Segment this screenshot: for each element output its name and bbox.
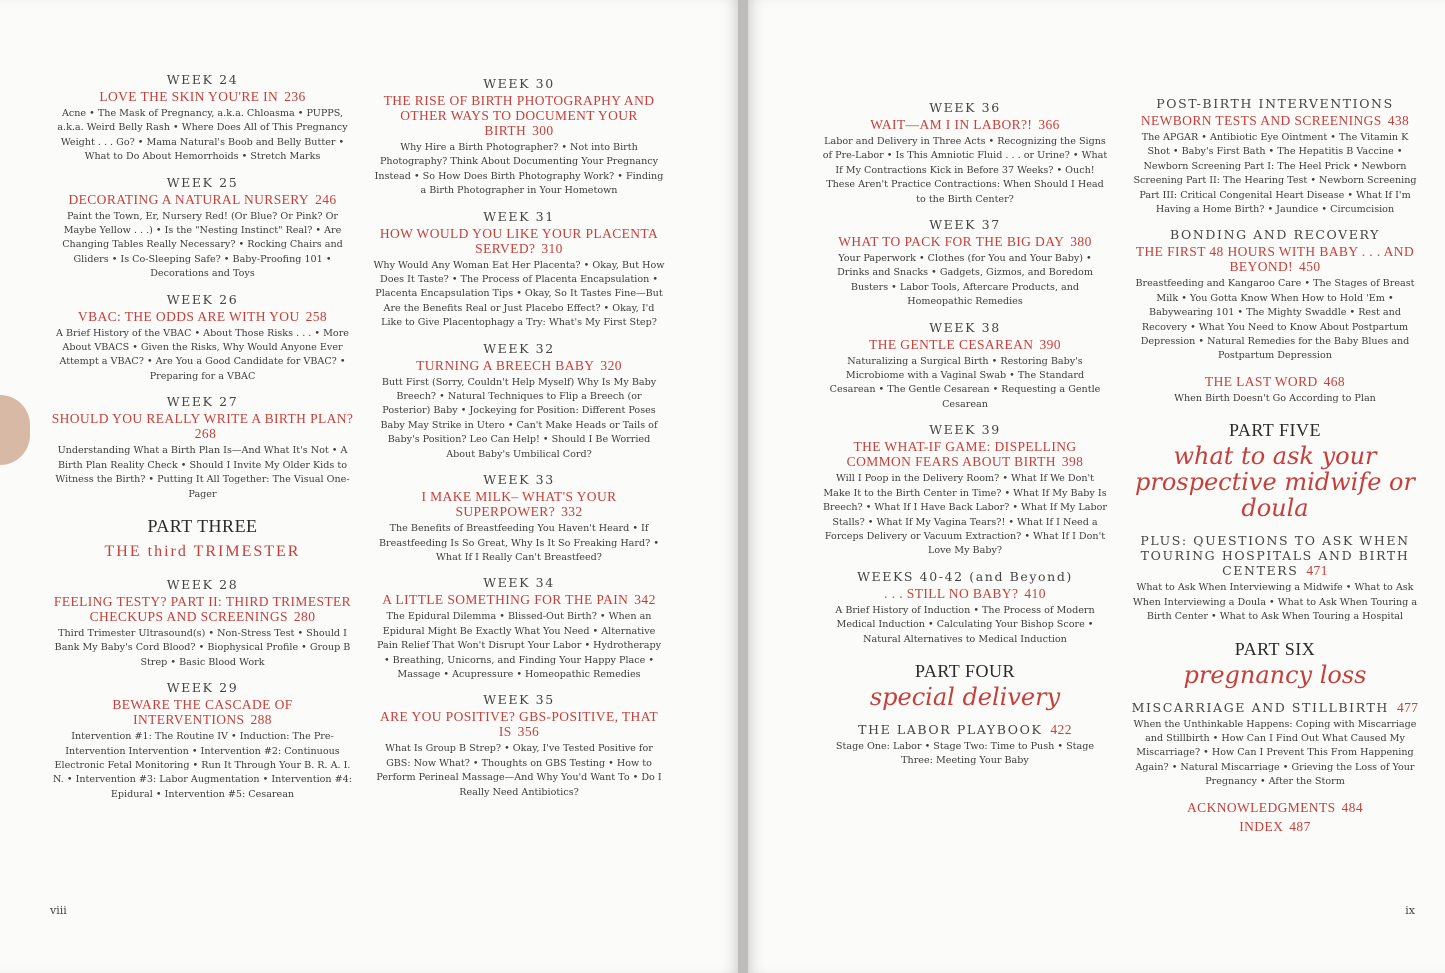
chapter-page-number: 288 — [250, 712, 272, 728]
section-heading — [1130, 533, 1420, 578]
chapter-topics: Will I Poop in the Delivery Room? • What If We Don't Make It to the Birth Center in Time? • What If My Baby Is Breech? • What If I Have Back Labor? • What If My Labor Stalls? • What If My Vagina Tears?! • What If I Need a Forceps Delivery or Vacuum Extraction? • What If I Don't Love My Baby? — [822, 473, 1107, 557]
chapter-topics: Understanding What a Birth Plan Is—And What It's Not • A Birth Plan Reality Check • Should I Invite My Older Kids to Witness the Birth? • Putting It All Together: The Visual One-Pager — [55, 445, 350, 500]
chapter-title-text: DECORATING A NATURAL NURSERY — [68, 191, 310, 207]
toc-entry — [50, 394, 355, 502]
toc-entry — [50, 680, 355, 802]
chapter-title-text: THE FIRST 48 HOURS WITH BABY . . . AND BEYOND! — [1135, 244, 1415, 275]
chapter-page-number: 410 — [1024, 585, 1046, 601]
part-subtitle: what to ask your prospective midwife or doula — [1135, 442, 1415, 523]
toc-column-2 — [373, 76, 665, 810]
toc-entry — [822, 422, 1108, 558]
chapter-page-number: 258 — [305, 308, 328, 324]
toc-entry — [822, 722, 1108, 769]
chapter-title-text: THE LAST WORD — [1204, 373, 1318, 389]
week-label: WEEK 27 — [166, 394, 239, 410]
week-label: WEEK 37 — [929, 217, 1001, 233]
chapter-topics: What Is Group B Strep? • Okay, I've Tested Positive for GBS: Now What? • Thoughts on GBS Testing • How to Perform Perineal Massage—And Why You'd Want To • Do I Really Need Antibiotics? — [376, 743, 662, 798]
section-heading — [1130, 700, 1420, 715]
chapter-title-text: TURNING A BREECH BABY — [416, 357, 595, 373]
chapter-title — [373, 489, 665, 519]
chapter-title — [50, 697, 355, 727]
toc-entry — [1130, 700, 1420, 790]
chapter-topics: Why Hire a Birth Photographer? • Not into Birth Photography? Think About Documenting Your Pregnancy Instead • So How Does Birth Photography Work? • Finding a Birth Photographer in Your Hometown — [374, 142, 664, 197]
week-label: WEEK 39 — [929, 422, 1001, 438]
week-label: WEEK 33 — [483, 472, 555, 488]
chapter-title-text: A LITTLE SOMETHING FOR THE PAIN — [382, 592, 629, 608]
week-label: WEEK 29 — [166, 680, 239, 696]
toc-entry — [1130, 533, 1420, 624]
chapter-title-text: LOVE THE SKIN YOU'RE IN — [99, 89, 279, 104]
chapter-title-text: SHOULD YOU REALLY WRITE A BIRTH PLAN? — [51, 411, 354, 427]
chapter-title-text: BEWARE THE CASCADE OF INTERVENTIONS — [112, 697, 293, 728]
chapter-page-number: 438 — [1387, 113, 1410, 128]
chapter-title-text: THE RISE OF BIRTH PHOTOGRAPHY AND OTHER WAYS TO DOCUMENT YOUR BIRTH — [383, 93, 655, 138]
toc-entry — [373, 692, 665, 800]
chapter-page-number: 332 — [561, 504, 583, 520]
chapter-title — [1130, 244, 1420, 274]
chapter-topics: A Brief History of the VBAC • About Those Risks . . . • More About VBACS • Given the Risks, Why Would Anyone Ever Attempt a VBAC? • Are You a Good Candidate for VBAC? • Preparing for a VBAC — [56, 327, 349, 382]
chapter-topics: Labor and Delivery in Three Acts • Recognizing the Signs of Pre-Labor • Is This Amniotic Fluid . . . or Urine? • What If My Contractions Kick in Before 37 Weeks? • Ouch! These Aren't Practice Contractions: When Should I Head to the Birth Center? — [822, 136, 1108, 205]
chapter-title — [50, 309, 355, 324]
toc-entry — [373, 575, 665, 682]
back-matter-page: 484 — [1341, 799, 1363, 815]
week-label: WEEK 24 — [166, 72, 239, 87]
chapter-topics: Your Paperwork • Clothes (for You and Your Baby) • Drinks and Snacks • Gadgets, Gizmos, and Boredom Busters • Labor Tools, Aftercare Products, and Homeopathic Remedies — [837, 253, 1093, 308]
chapter-page-number: 320 — [600, 357, 622, 373]
chapter-topics: The APGAR • Antibiotic Eye Ointment • The Vitamin K Shot • Baby's First Bath • The Hepatitis B Vaccine • Newborn Screening Part I: The Heel Prick • Newborn Screening Part II: The Hearing Test • Newborn Screening Part III: Critical Congenital Heart Disease • What If I'm Having a Home Birth? • Jaundice • Circumcision — [1133, 132, 1417, 216]
chapter-page-number: 366 — [1038, 117, 1060, 132]
week-label: WEEK 28 — [166, 576, 239, 592]
chapter-title — [822, 586, 1108, 601]
chapter-page-number: 268 — [194, 426, 217, 442]
chapter-page-number: 246 — [315, 191, 337, 207]
page-number-left: viii — [50, 904, 67, 917]
chapter-title-text: WHAT TO PACK FOR THE BIG DAY — [838, 234, 1065, 250]
back-matter-title: ACKNOWLEDGMENTS — [1187, 799, 1336, 815]
back-matter-item — [1130, 800, 1420, 815]
chapter-title-text: . . . STILL NO BABY? — [884, 585, 1019, 601]
toc-entry — [373, 472, 665, 565]
chapter-title — [822, 337, 1108, 352]
section-topics: What to Ask When Interviewing a Midwife • What to Ask When Interviewing a Doula • What to Ask When Touring a Birth Center • What to Ask When Touring a Hospital — [1132, 582, 1418, 623]
toc-entry — [50, 72, 355, 165]
toc-entry — [50, 292, 355, 385]
week-label: WEEK 32 — [483, 340, 555, 356]
chapter-topics: Butt First (Sorry, Couldn't Help Myself) Why Is My Baby Breech? • Natural Techniques to Flip a Breech (or Posterior) Baby • Jockeying for Position: Different Poses Baby May Strike in Utero • Can't Make Heads or Tails of Baby's Position? Leo Can Help! • Should I Be Worried About Baby's Umbilical Cord? — [380, 376, 658, 460]
part-label: PART SIX — [1234, 638, 1316, 659]
part-label: PART THREE — [147, 515, 258, 536]
thumb — [0, 395, 30, 465]
chapter-title — [50, 89, 355, 104]
toc-entry — [1130, 227, 1420, 363]
toc-entry — [822, 100, 1108, 207]
chapter-title — [373, 93, 665, 138]
back-matter-title: INDEX — [1239, 818, 1284, 834]
chapter-page-number: 280 — [293, 608, 316, 624]
week-label: WEEK 31 — [483, 208, 555, 224]
chapter-title — [822, 234, 1108, 249]
toc-entry — [822, 217, 1108, 310]
chapter-title — [822, 439, 1108, 469]
toc-entry — [50, 175, 355, 282]
toc-entry — [373, 341, 665, 462]
chapter-title — [50, 192, 355, 207]
toc-column-1 — [50, 72, 355, 812]
chapter-topics: Naturalizing a Surgical Birth • Restoring Baby's Microbiome with a Vaginal Swab • The Standard Cesarean • The Gentle Cesarean • Requesting a Gentle Cesarean — [829, 355, 1101, 410]
chapter-page-number: 398 — [1061, 454, 1084, 470]
page-number-right: ix — [1405, 904, 1415, 917]
chapter-topics: The Benefits of Breastfeeding You Haven't Heard • If Breastfeeding Is So Great, Why Is It So Freaking Hard? • What If I Really Can't Breastfeed? — [379, 523, 659, 563]
week-label: BONDING AND RECOVERY — [1170, 227, 1380, 243]
chapter-title — [373, 709, 665, 739]
chapter-title-text: ARE YOU POSITIVE? GBS-POSITIVE, THAT IS — [379, 709, 659, 740]
week-label: WEEK 34 — [483, 575, 555, 591]
chapter-page-number: 236 — [284, 89, 306, 104]
week-label: POST-BIRTH INTERVENTIONS — [1156, 96, 1394, 111]
right-page — [748, 0, 1445, 973]
back-matter — [1130, 800, 1420, 834]
toc-entry — [373, 76, 665, 199]
chapter-topics: Breastfeeding and Kangaroo Care • The Stages of Breast Milk • You Gotta Know When How to Hold 'Em • Babywearing 101 • The Mighty Swaddle • Rest and Recovery • What You Need to Know About Postpartum Depression • Natural Remedies for the Baby Blues and Postpartum Depression — [1135, 278, 1415, 362]
chapter-title-text: THE GENTLE CESAREAN — [869, 336, 1034, 352]
section-page-number: 477 — [1396, 699, 1419, 715]
chapter-page-number: 356 — [517, 724, 540, 740]
chapter-page-number: 380 — [1070, 234, 1092, 250]
chapter-page-number: 468 — [1323, 373, 1346, 389]
part-label: PART FOUR — [915, 660, 1015, 681]
chapter-topics: Third Trimester Ultrasound(s) • Non-Stress Test • Should I Bank My Baby's Cord Blood? • Biophysical Profile • Group B Strep • Basic Blood Work — [54, 627, 351, 668]
section-topics: When the Unthinkable Happens: Coping with Miscarriage and Stillbirth • How Can I Find Out What Caused My Miscarriage? • How Can I Prevent This From Happening Again? • Natural Miscarriage • Grieving the Loss of Your Pregnancy • After the Storm — [1133, 718, 1417, 788]
chapter-title — [50, 411, 355, 441]
toc-entry — [822, 320, 1108, 413]
toc-column-4 — [1130, 96, 1420, 844]
chapter-page-number: 390 — [1039, 336, 1061, 352]
section-page-number: 471 — [1306, 563, 1328, 579]
chapter-topics: The Epidural Dilemma • Blissed-Out Birth? • When an Epidural Might Be Exactly What You Need • Alternative Pain Relief That Won't Disrupt Your Labor • Hydrotherapy • Breathing, Unicorns, and Finding Your Happy Place • Massage • Acupressure • Homeopathic Remedies — [376, 611, 662, 680]
chapter-title — [50, 594, 355, 624]
toc-entry — [50, 577, 355, 670]
chapter-page-number: 300 — [532, 123, 554, 138]
part-subtitle: special delivery — [869, 682, 1061, 711]
chapter-topics: A Brief History of Induction • The Process of Modern Medical Induction • Calculating Your Bishop Score • Natural Alternatives to Medical Induction — [835, 604, 1095, 645]
part-subtitle: THE third TRIMESTER — [104, 542, 301, 560]
chapter-page-number: 450 — [1299, 259, 1321, 275]
chapter-topics: When Birth Doesn't Go According to Plan — [1174, 392, 1376, 404]
toc-entry — [1130, 96, 1420, 217]
chapter-title-text: I MAKE MILK– WHAT'S YOUR SUPERPOWER? — [421, 489, 617, 520]
toc-entry — [1130, 374, 1420, 406]
week-label: WEEK 26 — [166, 291, 239, 307]
week-label: WEEK 35 — [483, 692, 555, 708]
chapter-title-text: FEELING TESTY? PART II: THIRD TRIMESTER CHECKUPS AND SCREENINGS — [53, 593, 352, 624]
chapter-title — [373, 592, 665, 607]
part-subtitle: pregnancy loss — [1183, 660, 1367, 689]
section-heading-text: MISCARRIAGE AND STILLBIRTH — [1131, 699, 1389, 715]
chapter-title-text: THE WHAT-IF GAME: DISPELLING COMMON FEARS ABOUT BIRTH — [846, 439, 1077, 470]
part-label: PART FIVE — [1229, 420, 1321, 441]
chapter-topics: Paint the Town, Er, Nursery Red! (Or Blue? Or Pink? Or Maybe Yellow . . .) • Is the "Nesting Instinct" Real? • Are Changing Tables Really Necessary? • Rocking Chairs and Gliders • Is Co-Sleeping Safe? • Baby-Proofing 101 • Decorations and Toys — [62, 210, 343, 280]
week-label: WEEK 30 — [483, 76, 555, 91]
chapter-title — [373, 226, 665, 256]
week-label: WEEK 36 — [929, 100, 1001, 115]
chapter-page-number: 310 — [541, 240, 563, 256]
section-heading — [822, 722, 1108, 737]
toc-entry — [373, 209, 665, 331]
chapter-title — [822, 117, 1108, 132]
chapter-topics: Why Would Any Woman Eat Her Placenta? • Okay, But How Does It Taste? • The Process of Placenta Encapsulation • Placenta Encapsulation Tips • Okay, So It Tastes Fine—But Are the Benefits Real or Just Placebo Effect? • Okay, I'd Like to Give Placentophagy a Try: What's My First Step? — [373, 259, 665, 329]
week-label: WEEK 25 — [166, 174, 239, 190]
chapter-title-text: WAIT—AM I IN LABOR?! — [870, 117, 1033, 132]
book-gutter — [738, 0, 748, 973]
toc-entry — [822, 569, 1108, 647]
toc-column-3 — [822, 100, 1108, 779]
back-matter-item — [1130, 819, 1420, 834]
chapter-page-number: 342 — [634, 592, 656, 608]
week-label: WEEKS 40-42 (and Beyond) — [857, 568, 1073, 584]
chapter-title-text: VBAC: THE ODDS ARE WITH YOU — [77, 308, 300, 324]
chapter-title-text: NEWBORN TESTS AND SCREENINGS — [1140, 113, 1382, 128]
chapter-title — [1130, 374, 1420, 389]
section-topics: Stage One: Labor • Stage Two: Time to Push • Stage Three: Meeting Your Baby — [835, 740, 1095, 767]
back-matter-page: 487 — [1289, 818, 1311, 834]
section-page-number: 422 — [1050, 721, 1072, 737]
chapter-title — [373, 358, 665, 373]
chapter-title — [1130, 113, 1420, 128]
section-heading-text: THE LABOR PLAYBOOK — [858, 721, 1043, 737]
section-heading-text: PLUS: QUESTIONS TO ASK WHEN TOURING HOSPITALS AND BIRTH CENTERS — [1140, 533, 1410, 579]
chapter-title-text: HOW WOULD YOU LIKE YOUR PLACENTA SERVED? — [379, 225, 659, 256]
chapter-topics: Acne • The Mask of Pregnancy, a.k.a. Chloasma • PUPPS, a.k.a. Weird Belly Rash • Where Does All of This Pregnancy Weight . . . Go? • Mama Natural's Boob and Belly Butter • What to Do About Hemorrhoids • Stretch Marks — [57, 108, 348, 163]
week-label: WEEK 38 — [929, 319, 1001, 335]
chapter-topics: Intervention #1: The Routine IV • Induction: The Pre-Intervention Intervention • Intervention #2: Continuous Electronic Fetal Monitoring • Run It Through Your B. R. A. I. N. • Intervention #3: Labor Augmentation • Intervention #4: Epidural • Intervention #5: Cesarean — [52, 731, 353, 800]
